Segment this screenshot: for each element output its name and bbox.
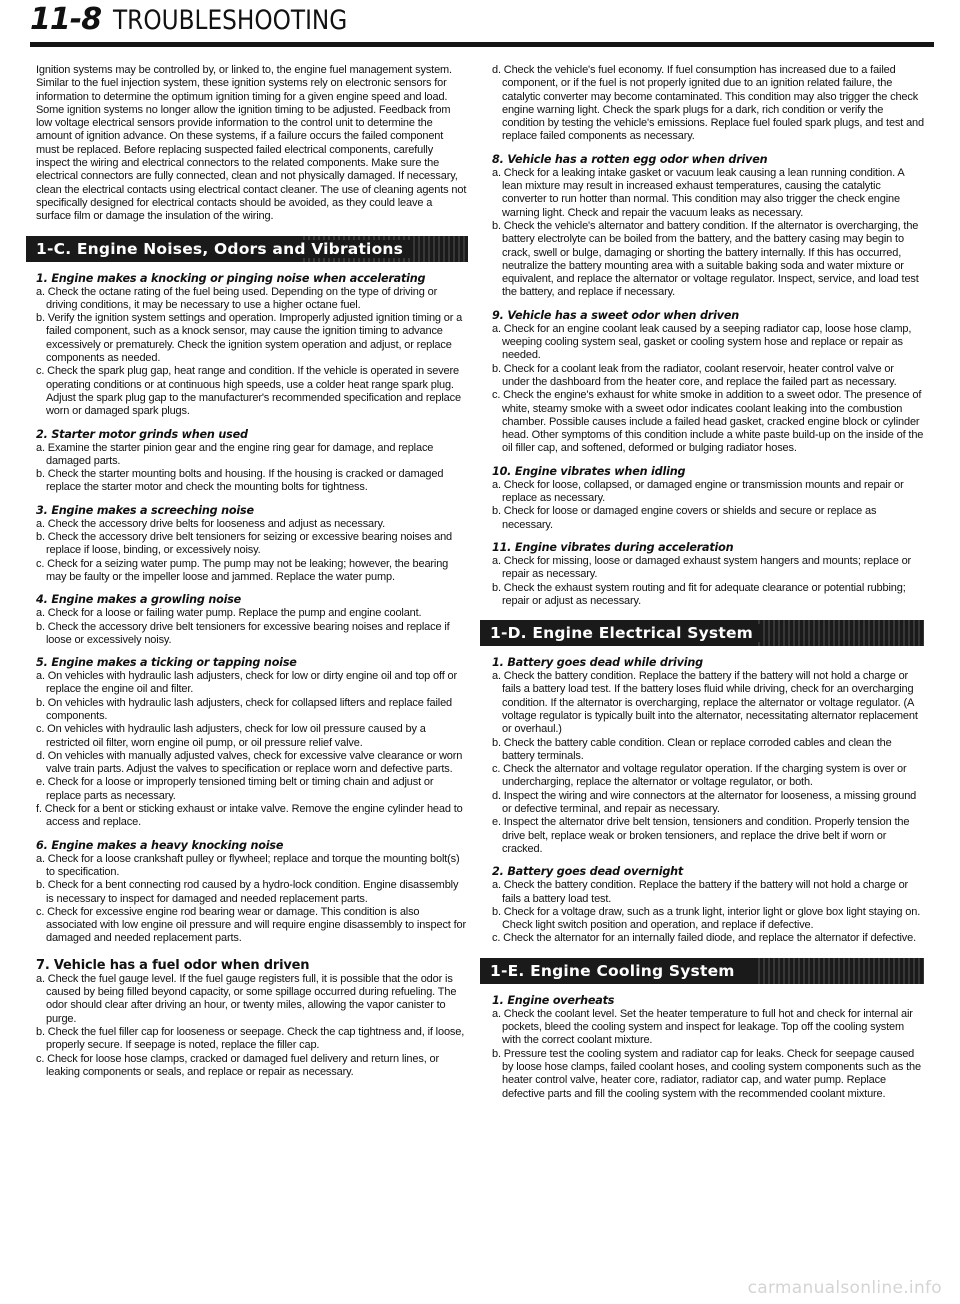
list-item: d. Check the vehicle's fuel economy. If fuel consumption has increased due to a failed component, or if the fuel is not properly ignited due to an ignition related failure, the catalytic converter may become contaminated. This condition may also trigger the check engine warning light. Check the spark plugs for a dark, rich condition or verify the condition by testing the vehicle's emissions. Replace fuel fouled spark plugs, and test and replace failed components as necessary. (492, 64, 924, 143)
list-item: b. On vehicles with hydraulic lash adjusters, check for collapsed lifters and replace failed components. (36, 696, 453, 722)
list-item: b. Check for a voltage draw, such as a trunk light, interior light or glove box light staying on. Check light switch position and operation, and replace if defective. (492, 905, 921, 932)
list-item: a. Check the battery condition. Replace the battery if the battery will not hold a charge or fails a battery load test. (492, 879, 909, 905)
list-item: a. Check the coolant level. Set the heater temperature to full hot and check for internal air pockets, bleed the cooling system and inspect for leakage. Top off the cooling system with the correct coolant mixture. (492, 1007, 913, 1047)
subhead-fuel-odor: 7. Vehicle has a fuel odor when driven (36, 957, 310, 973)
list-item: a. Check for loose, collapsed, or damaged engine or transmission mounts and repair or replace as necessary. (492, 478, 904, 505)
list-item: a. Check the accessory drive belts for looseness and adjust as necessary. (36, 517, 385, 530)
list-item: c. Check for loose hose clamps, cracked or damaged fuel delivery and return lines, or leaking components or seals, and replace or repair as necessary. (36, 1052, 440, 1078)
list-item: a. On vehicles with hydraulic lash adjusters, check for low or dirty engine oil and top off or replace the engine oil and filter. (36, 670, 458, 696)
list-item: d. On vehicles with manually adjusted valves, check for excessive valve clearance or worn valve train parts. Adjust the valves to specification or replace worn and defective parts. (36, 749, 463, 776)
list-item: a. Examine the starter pinion gear and the engine ring gear for damage, and replace damaged parts. (36, 441, 434, 467)
list-item: c. Check the alternator for an internally failed diode, and replace the alternator if defective. (492, 932, 917, 945)
section-bar-fade (755, 620, 924, 646)
section-bar-1c (26, 236, 468, 262)
page-title: TROUBLESHOOTING (113, 5, 348, 36)
list-item: b. Check the exhaust system routing and fit for adequate clearance or potential rubbing; repair or adjust as necessary. (492, 581, 906, 607)
section-bar-1e (480, 958, 924, 984)
section-title-1e: 1-E. Engine Cooling System (490, 962, 745, 980)
list-item: e. Check for a loose or improperly tensioned timing belt or timing chain and adjust or replace parts as necessary. (36, 776, 434, 802)
subhead-vibrates-idling: 10. Engine vibrates when idling (492, 464, 686, 478)
list-item: c. Check the engine's exhaust for white smoke in addition to a sweet odor. The presence of white, steamy smoke with a sweet odor indicates coolant leaking into the combustion chamber. Possible causes include a failed head gasket, cracked engine block or cylinder head. Other symptoms of this condition include a white paste build-up on the inside of the oil filler cap, and softened, deformed or bulging radiator hoses. (492, 389, 924, 455)
list-item: f. Check for a bent or sticking exhaust or intake valve. Remove the engine cylinder head to access and replace. (36, 803, 463, 829)
list-item: e. Inspect the alternator drive belt tension, tensioners and condition. Properly tension the drive belt, replace weak or broken tensioners, and replace the drive belt if worn or cracked. (492, 816, 910, 855)
list-item: b. Check for a coolant leak from the radiator, coolant reservoir, heater control valve or under the dashboard from the heater core, and replace the failed part as necessary. (492, 362, 897, 388)
subhead-ticking: 5. Engine makes a ticking or tapping noise (36, 656, 297, 670)
list-item: b. Check the fuel filler cap for looseness or seepage. Check the cap tightness and, if loose, properly secure. If seepage is noted, replace the filler cap. (36, 1025, 465, 1052)
subhead-screeching: 3. Engine makes a screeching noise (36, 503, 254, 517)
list-item: b. Pressure test the cooling system and radiator cap for leaks. Check for seepage caused by loose hose clamps, failed coolant hoses, and cooling system components such as the heater control valve, heater core, radiator, radiator cap, and water pump. Replace defective parts and fill the cooling system with the recommended coolant mixture. (492, 1047, 921, 1100)
subhead-growling: 4. Engine makes a growling noise (36, 593, 242, 607)
subhead-battery-overnight: 2. Battery goes dead overnight (492, 865, 684, 879)
watermark: carmanualsonline.info (747, 1278, 942, 1298)
list-item: a. Check for a leaking intake gasket or vacuum leak causing a lean running condition. A lean mixture may result in increased exhaust temperatures, causing the catalytic converter to run hotter than normal. This condition may also trigger the check engine warning light. Check and repair the vacuum leaks as necessary. (492, 166, 904, 219)
left-column (36, 64, 468, 1079)
list-item: a. Check the fuel gauge level. If the fuel gauge registers full, it is possible that the odor is caused by being filled beyond capacity, or some spillage occurred during refueling. The odor should clear after driving an hour, or twenty miles, allowing the vapor canister to purge. (36, 972, 457, 1025)
subhead-starter-grinds: 2. Starter motor grinds when used (36, 427, 248, 441)
page-number: 11-8 (30, 2, 102, 37)
list-item: a. Check the battery condition. Replace the battery if the battery will not hold a charge or fails a battery load test. If the battery loses fluid while driving, check for an overcharging condition. If the alternator is overcharging, replace the alternator or voltage regulator. (A voltage regulator is typically built into the alternator, necessitating alternator replacement or overhaul.) (492, 670, 918, 736)
subhead-rotten-egg: 8. Vehicle has a rotten egg odor when driven (492, 152, 768, 166)
list-item: b. Check the starter mounting bolts and housing. If the housing is cracked or damaged replace the starter motor and check the mounting bolts for tightness. (36, 468, 444, 494)
right-column (492, 64, 924, 1101)
list-item: d. Inspect the wiring and wire connectors at the alternator for looseness, a missing ground or defective terminal, and repair as necessary. (492, 789, 917, 816)
page-header (30, 2, 386, 40)
list-item: a. Check the octane rating of the fuel being used. Depending on the type of driving or driving conditions, it may be necessary to use a higher octane fuel. (36, 285, 438, 311)
list-item: a. Check for an engine coolant leak caused by a seeping radiator cap, loose hose clamp, weeping cooling system seal, gasket or cooling system hose and replace or repair as needed. (492, 322, 912, 362)
subhead-heavy-knocking: 6. Engine makes a heavy knocking noise (36, 838, 284, 852)
subhead-engine-overheats: 1. Engine overheats (492, 993, 615, 1007)
header-rule (30, 42, 934, 47)
list-item: a. Check for missing, loose or damaged exhaust system hangers and mounts; replace or repair as necessary. (492, 554, 912, 581)
list-item: a. Check for a loose or failing water pump. Replace the pump and engine coolant. (36, 607, 422, 620)
list-item: c. Check for excessive engine rod bearing wear or damage. This condition is also associated with low engine oil pressure and will require engine disassembly to inspect for damaged and needed replacement parts. (36, 905, 467, 945)
list-item: c. Check the alternator and voltage regulator operation. If the charging system is over or undercharging, replace the alternator or voltage regulator, or both. (492, 763, 907, 789)
list-item: a. Check for a loose crankshaft pulley or flywheel; replace and torque the mounting bolt(s) to specification. (36, 852, 460, 878)
list-item: b. Check the vehicle's alternator and battery condition. If the alternator is overcharging, the battery electrolyte can be boiled from the battery, and the battery casing may begin to crack, swell or bulge, damaging or shorting the battery internally. If this has occurred, neutralize the battery mounting area with a suitable baking soda and water mixture or equivalent, and replace the alternator or voltage regulator. Inspect, service, and load test the battery, and replace if necessary. (492, 219, 919, 299)
intro-paragraph: Ignition systems may be controlled by, or linked to, the engine fuel management system. Similar to the fuel injection system, these ignition systems rely on electronic sensors for information to determine the optimum ignition timing for a given engine speed and load. Some ignition systems no longer allow the ignition timing to be adjusted. Feedback from low voltage electrical sensors provide information to the control unit to determine the amount of ignition advance. On these systems, if a failure occurs the failed component must be replaced. Before replacing suspected failed electrical components, carefully inspect the wiring and electrical connectors to the related components. Make sure the electrical connectors are fully connected, clean and not physically damaged. If necessary, clean the electrical contacts using electrical contact cleaner. The use of cleaning agents not specifically designed for electrical contacts should be avoided, as they could leave a surface film or damage the insulation of the wiring. (36, 64, 467, 223)
list-item: b. Check the accessory drive belt tensioners for seizing or excessive bearing noises and replace if loose, binding, or excessively noisy. (36, 531, 453, 557)
list-item: b. Check for loose or damaged engine covers or shields and secure or replace as necessary. (492, 505, 877, 531)
list-item: b. Check for a bent connecting rod caused by a hydro-lock condition. Engine disassembly is necessary to inspect for damaged and needed replacement parts. (36, 879, 459, 905)
list-item: c. Check for a seizing water pump. The pump may not be leaking; however, the bearing may be faulty or the impeller loose and jammed. Replace the water pump. (36, 557, 449, 583)
list-item: b. Check the battery cable condition. Clean or replace corroded cables and clean the battery terminals. (492, 736, 892, 762)
list-item: b. Check the accessory drive belt tensioners for excessive bearing noises and replace if loose or excessively noisy. (36, 620, 450, 646)
section-bar-1d (480, 620, 924, 646)
subhead-knocking: 1. Engine makes a knocking or pinging noise when accelerating (36, 271, 426, 285)
subhead-vibrates-acceleration: 11. Engine vibrates during acceleration (492, 540, 734, 554)
subhead-sweet-odor: 9. Vehicle has a sweet odor when driven (492, 308, 739, 322)
list-item: c. Check the spark plug gap, heat range and condition. If the vehicle is operated in severe operating conditions or at continuous high speeds, use a colder heat range spark plug. Adjust the spark plug gap to the manufacturer's recommended specification and replace worn or damaged spark plugs. (36, 365, 461, 418)
section-title-1c: 1-C. Engine Noises, Odors and Vibrations (36, 240, 413, 258)
section-title-1d: 1-D. Engine Electrical System (490, 624, 763, 642)
section-bar-fade (755, 958, 924, 984)
list-item: c. On vehicles with hydraulic lash adjusters, check for low oil pressure caused by a restricted oil filter, worn engine oil pump, or oil pressure relief valve. (36, 723, 426, 749)
subhead-battery-driving: 1. Battery goes dead while driving (492, 656, 703, 670)
list-item: b. Verify the ignition system settings and operation. Improperly adjusted ignition timing or a failed component, such as a knock sensor, may cause the ignition timing to advance excessively or prematurely. Check the ignition system operation and adjust, or replace components as needed. (36, 312, 463, 365)
